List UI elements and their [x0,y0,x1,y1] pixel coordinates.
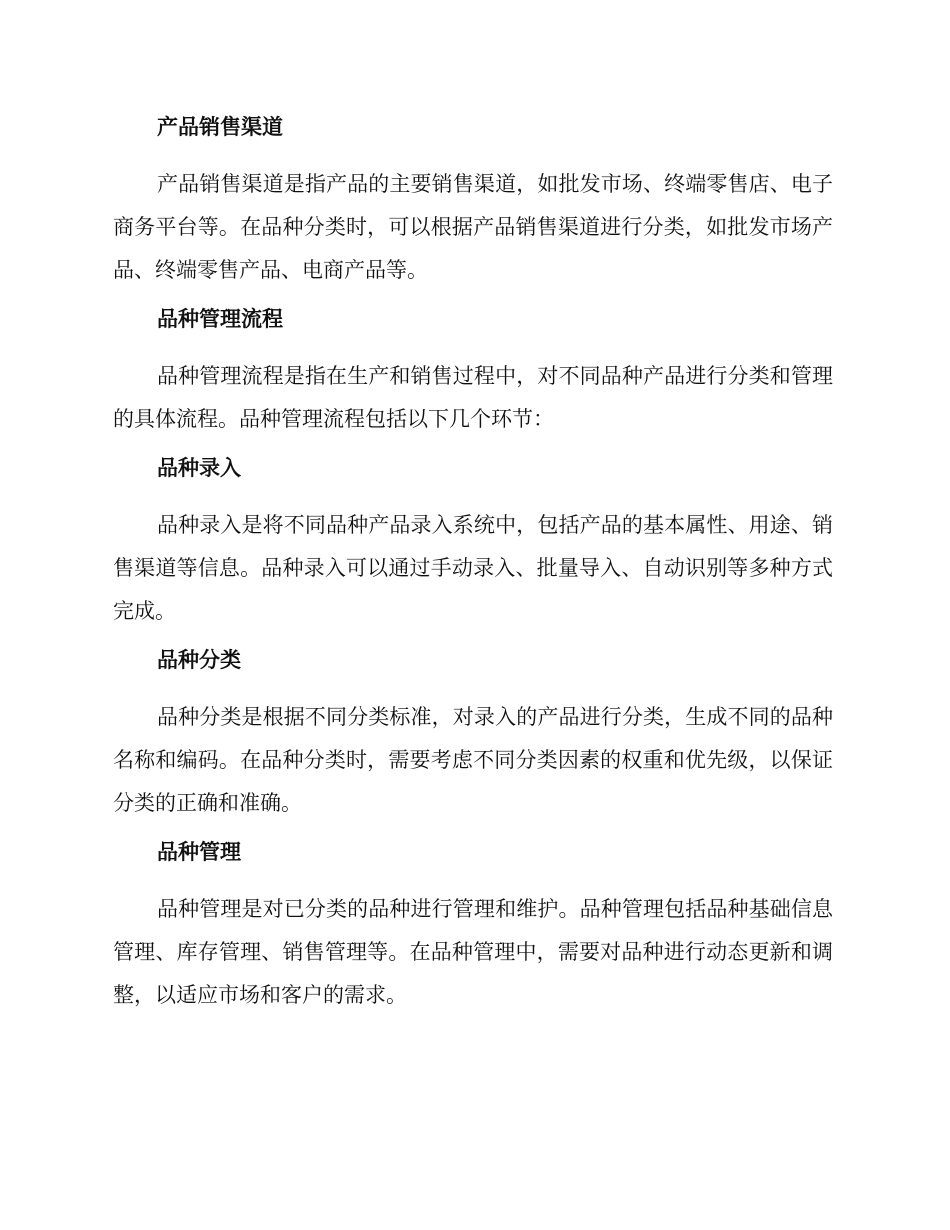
section-body-variety-management: 品种管理是对已分类的品种进行管理和维护。品种管理包括品种基础信息管理、库存管理、销售管理等。在品种管理中，需要对品种进行动态更新和调整，以适应市场和客户的需求。 [113,897,833,1007]
section-heading-variety-entry: 品种录入 [157,456,241,480]
section-body-sales-channel: 产品销售渠道是指产品的主要销售渠道，如批发市场、终端零售店、电子商务平台等。在品种分类时，可以根据产品销售渠道进行分类，如批发市场产品、终端零售产品、电商产品等。 [113,172,833,282]
section-body-variety-classification: 品种分类是根据不同分类标准，对录入的产品进行分类，生成不同的品种名称和编码。在品种分类时，需要考虑不同分类因素的权重和优先级，以保证分类的正确和准确。 [113,705,833,815]
section-body-variety-entry: 品种录入是将不同品种产品录入系统中，包括产品的基本属性、用途、销售渠道等信息。品种录入可以通过手动录入、批量导入、自动识别等多种方式完成。 [113,513,833,623]
section-heading-sales-channel: 产品销售渠道 [157,115,283,139]
document-page [113,108,833,1017]
section-body-management-process: 品种管理流程是指在生产和销售过程中，对不同品种产品进行分类和管理的具体流程。品种管理流程包括以下几个环节： [113,364,833,431]
section-heading-variety-management: 品种管理 [157,840,241,864]
section-heading-variety-classification: 品种分类 [157,648,241,672]
section-heading-management-process: 品种管理流程 [157,307,283,331]
